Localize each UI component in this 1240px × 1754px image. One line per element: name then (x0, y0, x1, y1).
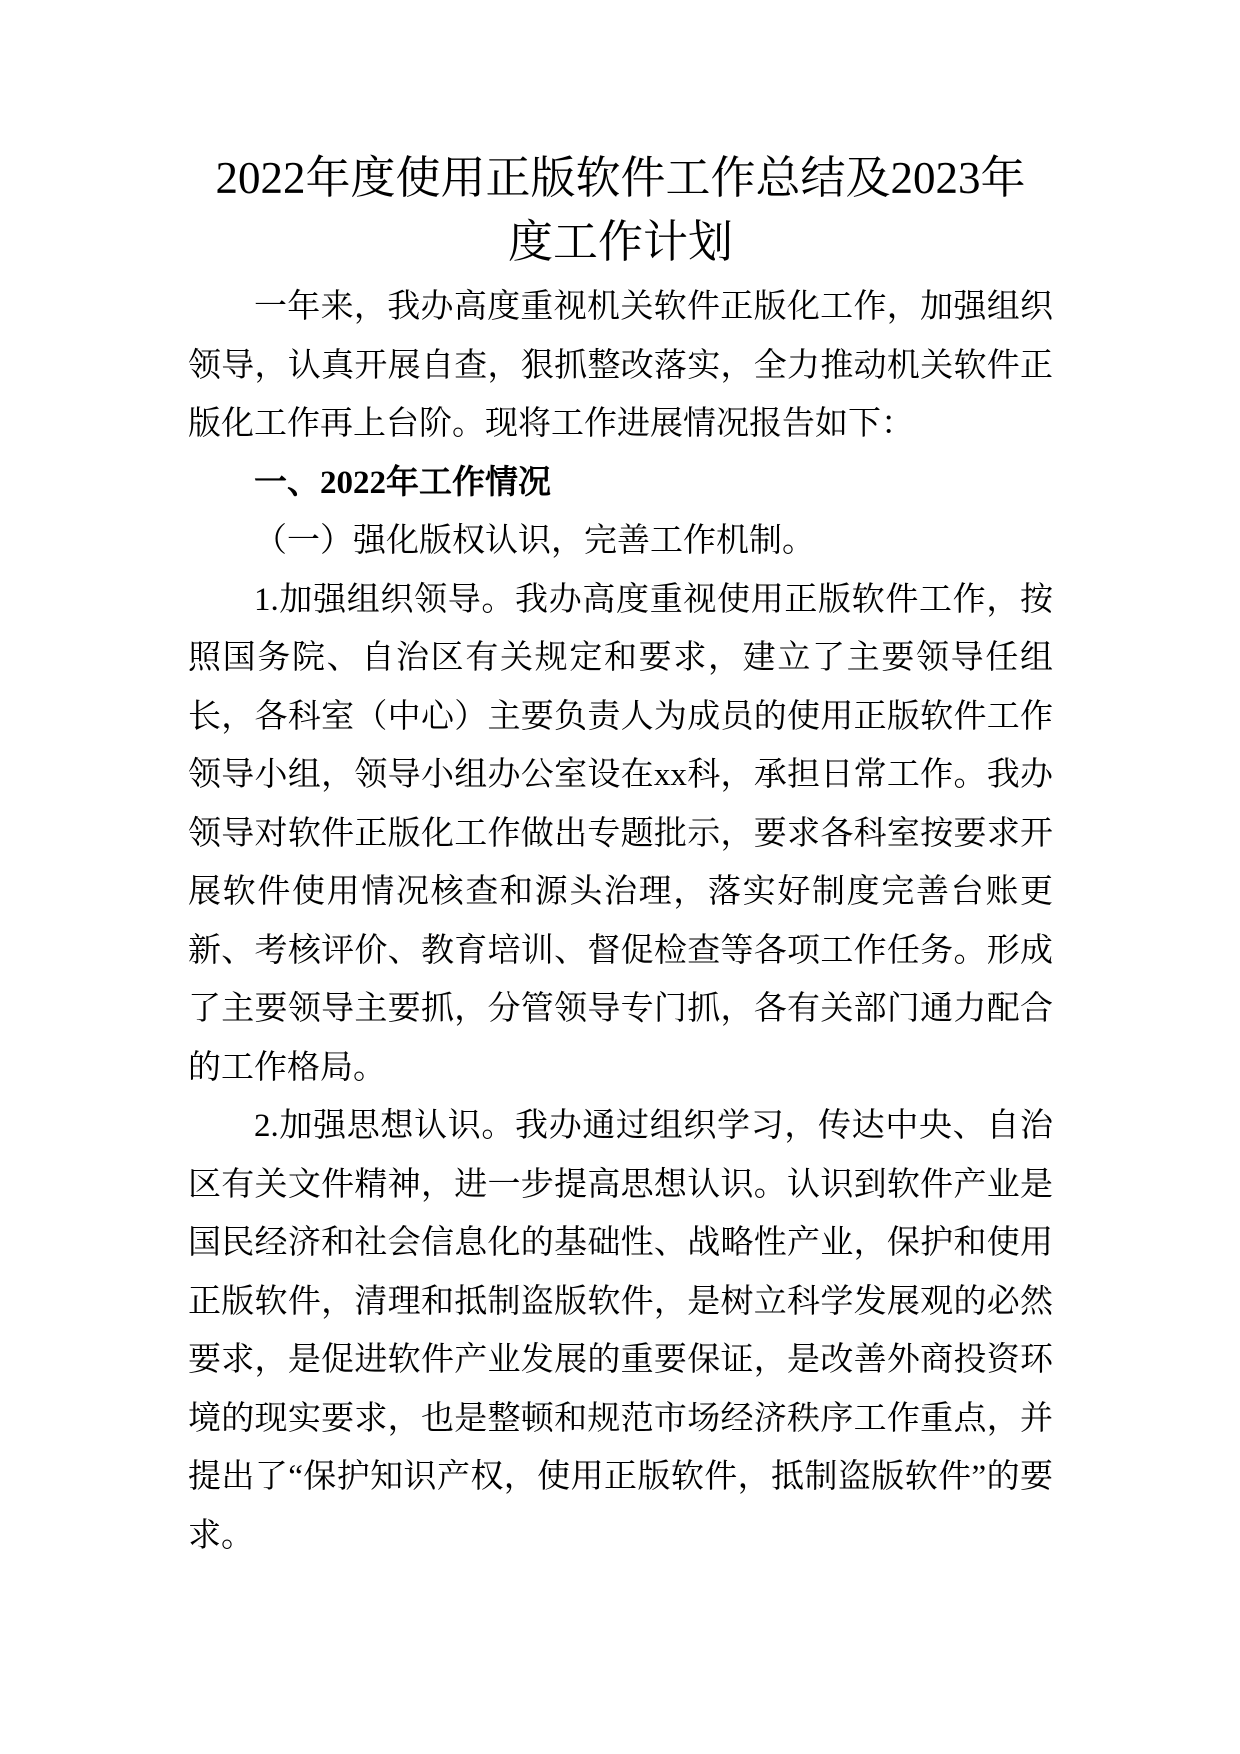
paragraph-item-1-organization-leadership: 1.加强组织领导。我办高度重视使用正版软件工作，按照国务院、自治区有关规定和要求，建立了主要领导任组长，各科室（中心）主要负责人为成员的使用正版软件工作领导小组，领导小组办公室设在xx科，承担日常工作。我办领导对软件正版化工作做出专题批示，要求各科室按要求开展软件使用情况核查和源头治理，落实好制度完善台账更新、考核评价、教育培训、督促检查等各项工作任务。形成了主要领导主要抓，分管领导专门抓，各有关部门通力配合的工作格局。 (188, 581, 1053, 1086)
paragraph-intro: 一年来，我办高度重视机关软件正版化工作，加强组织领导，认真开展自查，狠抓整改落实，全力推动机关软件正版化工作再上台阶。现将工作进展情况报告如下： (188, 289, 1053, 442)
paragraph-item-2-ideological-awareness: 2.加强思想认识。我办通过组织学习，传达中央、自治区有关文件精神，进一步提高思想认识。认识到软件产业是国民经济和社会信息化的基础性、战略性产业，保护和使用正版软件，清理和抵制盗版软件，是树立科学发展观的必然要求，是促进软件产业发展的重要保证，是改善外商投资环境的现实要求，也是整顿和规范市场经济秩序工作重点，并提出了“保护知识产权，使用正版软件，抵制盗版软件”的要求。 (188, 1108, 1053, 1554)
document-title: 2022年度使用正版软件工作总结及2023年度工作计划 (215, 153, 1026, 267)
heading-section-2022-work: 一、2022年工作情况 (254, 464, 551, 501)
heading-subsection-copyright-awareness: （一）强化版权认识，完善工作机制。 (254, 523, 815, 559)
